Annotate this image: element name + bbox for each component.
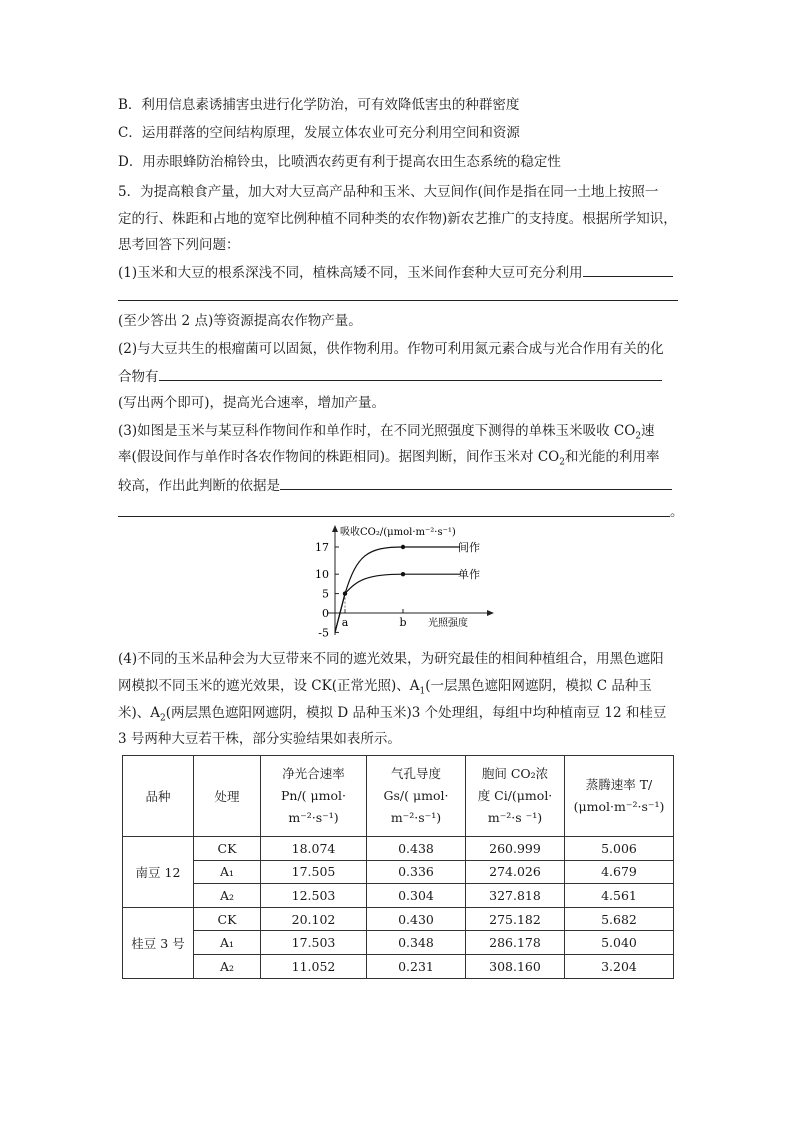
cell-gs: 0.438 xyxy=(367,837,466,861)
q5-part3-line1 xyxy=(118,422,655,440)
q5-part4-line2 xyxy=(118,677,652,695)
q5-part1-line xyxy=(118,262,673,282)
cell-t: 4.679 xyxy=(565,860,674,884)
option-d: D．用赤眼蜂防治棉铃虫，比喷洒农药更有利于提高农田生态系统的稳定性 xyxy=(118,154,561,170)
q5-part3-text1: (3)如图是玉米与某豆科作物间作和单作时，在不同光照强度下测得的单株玉米吸收 CO xyxy=(118,423,636,439)
cell-pn: 12.503 xyxy=(261,884,367,908)
data-point xyxy=(343,591,347,595)
table-row xyxy=(123,907,674,931)
cell-t: 5.682 xyxy=(565,907,674,931)
header-t: 蒸腾速率 T/ (μmol·m⁻²·s⁻¹) xyxy=(565,756,674,837)
y-axis-arrow xyxy=(332,525,338,532)
cell-pn: 20.102 xyxy=(261,907,367,931)
answer-blank-3[interactable] xyxy=(280,475,672,490)
table-row xyxy=(123,884,674,908)
cell-gs: 0.304 xyxy=(367,884,466,908)
header-ci: 胞间 CO₂浓 度 Ci/(μmol· m⁻²·s ⁻¹) xyxy=(466,756,565,837)
cell-t: 5.006 xyxy=(565,837,674,861)
table-row xyxy=(123,837,674,861)
x-tick-label: b xyxy=(399,616,407,629)
subscript-1: 1 xyxy=(419,686,426,697)
cell-treat: A₂ xyxy=(194,954,261,978)
option-b: B．利用信息素诱捕害虫进行化学防治，可有效降低害虫的种群密度 xyxy=(118,97,520,113)
data-point xyxy=(401,545,405,549)
q5-part3-line3 xyxy=(118,475,672,495)
answer-blank-1[interactable] xyxy=(583,262,673,277)
q5-part4-text3b: (两层黑色遮阳网遮阴，模拟 D 品种玉米)3 个处理组，每组中均种植南豆 12 和桂豆 xyxy=(165,705,667,721)
cell-pn: 11.052 xyxy=(261,954,367,978)
cell-ci: 274.026 xyxy=(466,860,565,884)
table-row xyxy=(123,860,674,884)
q5-part4-line1: (4)不同的玉米品种会为大豆带来不同的遮光效果，为研究最佳的相间种植组合，用黑色遮阳 xyxy=(118,651,664,667)
q5-part3-text3: 较高，作出此判断的依据是 xyxy=(118,478,280,494)
header-gs: 气孔导度 Gs/( μmol· m⁻²·s⁻¹) xyxy=(367,756,466,837)
cell-t: 3.204 xyxy=(565,954,674,978)
period: 。 xyxy=(670,504,684,520)
cell-t: 5.040 xyxy=(565,931,674,955)
cell-treat: CK xyxy=(194,907,261,931)
cell-pn: 18.074 xyxy=(261,837,367,861)
answer-blank-1-cont[interactable] xyxy=(118,300,678,301)
y-tick-label: 17 xyxy=(315,541,329,554)
q5-part3-text2b: 和光能的利用率 xyxy=(564,449,660,465)
cell-treat: A₁ xyxy=(194,931,261,955)
q5-part3-text2: 率(假设间作与单作时各农作物间的株距相同)。据图判断，间作玉米对 CO xyxy=(118,449,560,465)
cell-ci: 327.818 xyxy=(466,884,565,908)
q5-part2-text: 合物有 xyxy=(118,369,159,385)
q5-part3-line2 xyxy=(118,448,659,466)
q5-part2-line2 xyxy=(118,366,662,386)
q5-intro-line1: 5．为提高粮食产量，加大对大豆高产品种和玉米、大豆间作(间作是指在同一土地上按照一 xyxy=(118,184,659,200)
variety-cell: 南豆 12 xyxy=(123,837,194,908)
table-row xyxy=(123,931,674,955)
cell-treat: A₂ xyxy=(194,884,261,908)
y-axis-label: 吸收CO₂/(μmol·m⁻²·s⁻¹) xyxy=(340,527,456,538)
cell-ci: 308.160 xyxy=(466,954,565,978)
data-point xyxy=(401,572,405,576)
x-axis-label: 光照强度 xyxy=(428,618,468,629)
x-tick-label: a xyxy=(341,616,349,629)
subscript-2: 2 xyxy=(559,457,565,468)
cell-gs: 0.348 xyxy=(367,931,466,955)
cell-treat: CK xyxy=(194,837,261,861)
co2-absorption-chart xyxy=(300,523,500,638)
cell-ci: 286.178 xyxy=(466,931,565,955)
subscript-2: 2 xyxy=(160,713,166,724)
header-variety: 品种 xyxy=(123,756,194,837)
cell-gs: 0.231 xyxy=(367,954,466,978)
y-tick-label: -5 xyxy=(318,626,329,638)
cell-t: 4.561 xyxy=(565,884,674,908)
cell-pn: 17.503 xyxy=(261,931,367,955)
q5-part4-line3 xyxy=(118,704,666,722)
q5-part3-text1b: 速 xyxy=(641,423,655,439)
x-axis-arrow xyxy=(487,610,494,616)
q5-intro-line2: 定的行、株距和占地的宽窄比例种植不同种类的农作物)新农艺推广的支持度。根据所学知识， xyxy=(118,211,677,227)
q5-part4-text2a: 网模拟不同玉米的遮光效果，设 CK(正常光照)、A xyxy=(118,678,420,694)
answer-blank-2[interactable] xyxy=(159,366,662,381)
cell-pn: 17.505 xyxy=(261,860,367,884)
series-label: 间作 xyxy=(458,541,480,554)
series-label: 单作 xyxy=(458,568,480,582)
table-row xyxy=(123,954,674,978)
y-tick-label: 10 xyxy=(315,568,329,582)
header-pn: 净光合速率 Pn/( μmol· m⁻²·s⁻¹) xyxy=(261,756,367,837)
q5-part4-text3a: 米)、A xyxy=(118,705,161,721)
y-tick-label: 0 xyxy=(322,607,329,620)
q5-part4-text2b: (一层黑色遮阳网遮阴，模拟 C 品种玉 xyxy=(425,678,652,694)
q5-part2-end: (写出两个即可)，提高光合速率，增加产量。 xyxy=(118,395,386,411)
cell-gs: 0.430 xyxy=(367,907,466,931)
variety-cell: 桂豆 3 号 xyxy=(123,907,194,978)
option-c: C．运用群落的空间结构原理，发展立体农业可充分利用空间和资源 xyxy=(118,125,520,141)
cell-treat: A₁ xyxy=(194,860,261,884)
y-tick-label: 5 xyxy=(322,587,329,601)
soybean-results-table xyxy=(122,755,674,979)
q5-part4-line4: 3 号两种大豆若干株，部分实验结果如表所示。 xyxy=(118,731,401,747)
cell-gs: 0.336 xyxy=(367,860,466,884)
subscript-2: 2 xyxy=(635,431,642,442)
q5-part2-line1: (2)与大豆共生的根瘤菌可以固氮，供作物利用。作物可利用氮元素合成与光合作用有关的化 xyxy=(118,341,664,357)
q5-part1-text: (1)玉米和大豆的根系深浅不同，植株高矮不同，玉米间作套种大豆可充分利用 xyxy=(118,265,583,281)
q5-part1-end: (至少答出 2 点)等资源提高农作物产量。 xyxy=(118,313,362,329)
q5-intro-line3: 思考回答下列问题： xyxy=(118,237,240,253)
cell-ci: 260.999 xyxy=(466,837,565,861)
answer-blank-3-cont[interactable] xyxy=(118,516,670,517)
table-header-row xyxy=(123,756,674,837)
cell-ci: 275.182 xyxy=(466,907,565,931)
header-treatment: 处理 xyxy=(194,756,261,837)
